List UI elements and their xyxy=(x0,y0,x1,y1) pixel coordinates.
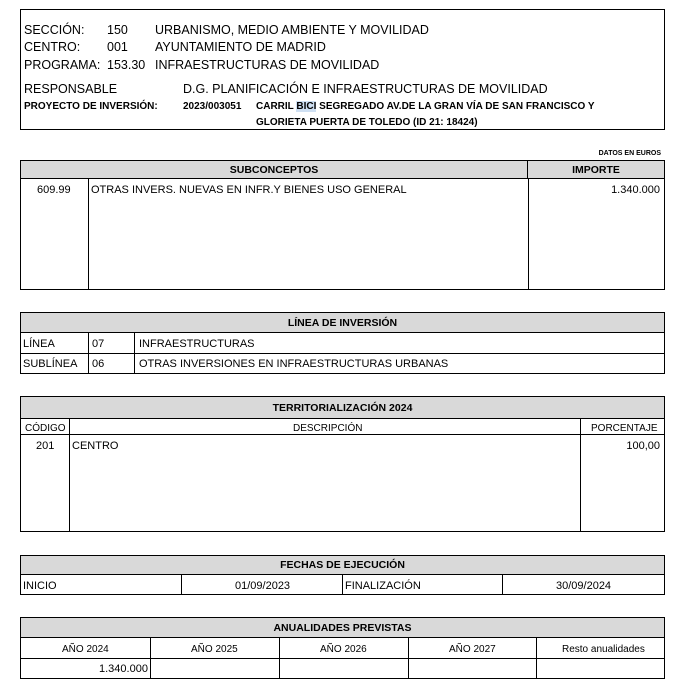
subconceptos-header xyxy=(21,161,528,179)
divider xyxy=(580,419,581,531)
col-ano-2025: AÑO 2025 xyxy=(191,644,238,655)
divider xyxy=(69,419,70,531)
centro-code: 001 xyxy=(107,40,128,54)
proyecto-title xyxy=(256,101,595,112)
programa-code: 153.30 xyxy=(107,58,146,72)
territorializacion-table xyxy=(20,396,665,532)
col-codigo: CÓDIGO xyxy=(25,423,66,434)
proyecto-title-post: SEGREGADO AV.DE LA GRAN VÍA DE SAN FRANCISCO Y xyxy=(316,101,595,112)
subconcepto-code: 609.99 xyxy=(37,184,71,196)
fechas-header xyxy=(21,556,664,575)
anualidades-table xyxy=(20,617,665,679)
fin-value: 30/09/2024 xyxy=(556,580,612,592)
proyecto-code: 2023/003051 xyxy=(183,101,242,112)
proyecto-title-highlight: BICI xyxy=(296,101,317,112)
territorio-desc: CENTRO xyxy=(72,440,119,452)
territorio-pct: 100,00 xyxy=(626,440,660,452)
col-importe: IMPORTE xyxy=(572,163,620,176)
responsable-label: RESPONSABLE xyxy=(24,82,118,96)
divider xyxy=(21,353,664,354)
divider xyxy=(181,575,182,594)
divider xyxy=(21,434,664,435)
linea-name: INFRAESTRUCTURAS xyxy=(139,338,255,350)
anualidades-header xyxy=(21,618,664,638)
importe-header xyxy=(528,161,664,179)
divider xyxy=(88,333,89,373)
col-subconceptos: SUBCONCEPTOS xyxy=(229,163,319,176)
linea-inversion-title: LÍNEA DE INVERSIÓN xyxy=(287,316,398,329)
territorializacion-title: TERRITORIALIZACIÓN 2024 xyxy=(272,401,413,414)
divider xyxy=(134,333,135,373)
anualidades-title: ANUALIDADES PREVISTAS xyxy=(273,621,412,634)
seccion-code: 150 xyxy=(107,23,128,37)
col-descripcion: DESCRIPCIÓN xyxy=(293,423,363,434)
divider xyxy=(279,638,280,678)
linea-code: 07 xyxy=(92,338,105,350)
fin-label: FINALIZACIÓN xyxy=(345,580,421,592)
territorio-code: 201 xyxy=(36,440,55,452)
value-ano-2024: 1.340.000 xyxy=(99,663,148,675)
divider xyxy=(528,179,529,289)
responsable-name: D.G. PLANIFICACIÓN E INFRAESTRUCTURAS DE MOVILIDAD xyxy=(183,82,548,96)
divider xyxy=(536,638,537,678)
col-ano-2024: AÑO 2024 xyxy=(62,644,109,655)
seccion-label: SECCIÓN: xyxy=(24,23,85,37)
linea-inversion-header xyxy=(21,313,664,333)
subconceptos-table xyxy=(20,160,665,290)
datos-note: DATOS EN EUROS xyxy=(598,150,661,157)
subconcepto-importe: 1.340.000 xyxy=(611,184,660,196)
col-resto: Resto anualidades xyxy=(562,644,645,655)
header-box xyxy=(20,9,665,130)
col-porcentaje: PORCENTAJE xyxy=(591,423,658,434)
sublinea-code: 06 xyxy=(92,358,105,370)
divider xyxy=(88,179,89,289)
centro-name: AYUNTAMIENTO DE MADRID xyxy=(155,40,326,54)
programa-name: INFRAESTRUCTURAS DE MOVILIDAD xyxy=(155,58,380,72)
subconcepto-desc: OTRAS INVERS. NUEVAS EN INFR.Y BIENES USO GENERAL xyxy=(91,184,407,196)
proyecto-label: PROYECTO DE INVERSIÓN: xyxy=(24,101,158,112)
linea-label: LÍNEA xyxy=(23,338,55,350)
linea-inversion-table xyxy=(20,312,665,374)
divider xyxy=(150,638,151,678)
proyecto-title-line2: GLORIETA PUERTA DE TOLEDO (ID 21: 18424) xyxy=(256,117,478,128)
seccion-name: URBANISMO, MEDIO AMBIENTE Y MOVILIDAD xyxy=(155,23,429,37)
sublinea-name: OTRAS INVERSIONES EN INFRAESTRUCTURAS URBANAS xyxy=(139,358,449,370)
col-ano-2026: AÑO 2026 xyxy=(320,644,367,655)
inicio-label: INICIO xyxy=(23,580,57,592)
divider xyxy=(408,638,409,678)
divider xyxy=(21,658,664,659)
divider xyxy=(342,575,343,594)
territorializacion-header xyxy=(21,397,664,419)
inicio-value: 01/09/2023 xyxy=(235,580,291,592)
centro-label: CENTRO: xyxy=(24,40,81,54)
col-ano-2027: AÑO 2027 xyxy=(449,644,496,655)
fechas-title: FECHAS DE EJECUCIÓN xyxy=(280,559,405,571)
divider xyxy=(502,575,503,594)
proyecto-title-pre: CARRIL xyxy=(256,101,297,112)
fechas-table xyxy=(20,555,665,595)
programa-label: PROGRAMA: xyxy=(24,58,101,72)
sublinea-label: SUBLÍNEA xyxy=(23,358,78,370)
